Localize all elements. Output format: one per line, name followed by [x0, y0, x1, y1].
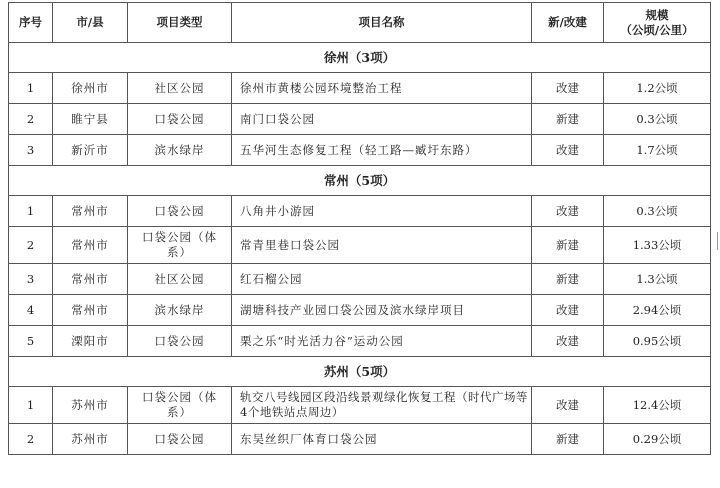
cell-seq: 3	[9, 264, 53, 295]
cell-build: 改建	[532, 295, 604, 326]
region-title: 常州（5项）	[9, 166, 711, 196]
cell-seq: 2	[9, 227, 53, 264]
cell-scale: 0.3公顷	[604, 104, 711, 135]
header-scale	[604, 3, 711, 43]
cell-city: 睢宁县	[53, 104, 128, 135]
cell-scale: 0.3公顷	[604, 196, 711, 227]
header-city: 市/县	[53, 3, 128, 43]
cell-scale: 12.4公顷	[604, 387, 711, 424]
cell-scale: 1.33公顷	[604, 227, 711, 264]
table-row	[9, 104, 711, 135]
header-scale-line1: 规模	[645, 7, 669, 22]
cell-city: 徐州市	[53, 73, 128, 104]
cell-type: 社区公园	[128, 264, 232, 295]
table-row	[9, 295, 711, 326]
cell-city: 常州市	[53, 295, 128, 326]
cell-name: 南门口袋公园	[232, 104, 532, 135]
header-seq: 序号	[9, 3, 53, 43]
cell-seq: 1	[9, 387, 53, 424]
table-row	[9, 326, 711, 357]
cell-name: 常青里巷口袋公园	[232, 227, 532, 264]
cell-type: 口袋公园（体系）	[128, 227, 232, 264]
cell-build: 改建	[532, 135, 604, 166]
header-type: 项目类型	[128, 3, 232, 43]
cell-seq: 3	[9, 135, 53, 166]
cell-scale: 0.95公顷	[604, 326, 711, 357]
table-row	[9, 135, 711, 166]
cell-seq: 5	[9, 326, 53, 357]
cell-city: 溧阳市	[53, 326, 128, 357]
cell-build: 改建	[532, 196, 604, 227]
cell-type: 口袋公园	[128, 104, 232, 135]
park-projects-table	[8, 2, 711, 455]
cell-name: 东吴丝织厂体育口袋公园	[232, 424, 532, 455]
cell-type: 口袋公园（体系）	[128, 387, 232, 424]
cell-scale: 0.29公顷	[604, 424, 711, 455]
cell-seq: 4	[9, 295, 53, 326]
cell-seq: 2	[9, 104, 53, 135]
table-row	[9, 264, 711, 295]
cell-name: 栗之乐“时光活力谷”运动公园	[232, 326, 532, 357]
header-name: 项目名称	[232, 3, 532, 43]
cell-type: 口袋公园	[128, 424, 232, 455]
cell-build: 新建	[532, 104, 604, 135]
header-scale-line2: （公顷/公里）	[620, 22, 694, 37]
table-row	[9, 73, 711, 104]
region-row-changzhou	[9, 166, 711, 196]
cell-name: 湖塘科技产业园口袋公园及滨水绿岸项目	[232, 295, 532, 326]
region-row-suzhou	[9, 357, 711, 387]
header-build: 新/改建	[532, 3, 604, 43]
table-row	[9, 227, 711, 264]
cell-build: 新建	[532, 424, 604, 455]
cell-build: 新建	[532, 264, 604, 295]
header-row	[9, 3, 711, 43]
region-title: 苏州（5项）	[9, 357, 711, 387]
cell-city: 常州市	[53, 227, 128, 264]
cell-seq: 2	[9, 424, 53, 455]
table-row	[9, 424, 711, 455]
cell-city: 苏州市	[53, 424, 128, 455]
cell-type: 口袋公园	[128, 326, 232, 357]
table-row	[9, 196, 711, 227]
cell-seq: 1	[9, 196, 53, 227]
cell-type: 社区公园	[128, 73, 232, 104]
cell-name: 轨交八号线园区段沿线景观绿化恢复工程（时代广场等4个地铁站点周边）	[232, 387, 532, 424]
cell-type: 滨水绿岸	[128, 295, 232, 326]
cell-scale: 1.3公顷	[604, 264, 711, 295]
cell-seq: 1	[9, 73, 53, 104]
cell-name: 八角井小游园	[232, 196, 532, 227]
cell-city: 常州市	[53, 196, 128, 227]
cell-scale: 2.94公顷	[604, 295, 711, 326]
cell-type: 口袋公园	[128, 196, 232, 227]
region-row-xuzhou	[9, 43, 711, 73]
cell-build: 改建	[532, 387, 604, 424]
cell-build: 改建	[532, 326, 604, 357]
region-title: 徐州（3项）	[9, 43, 711, 73]
cell-city: 新沂市	[53, 135, 128, 166]
cell-build: 新建	[532, 227, 604, 264]
cell-type: 滨水绿岸	[128, 135, 232, 166]
table-row	[9, 387, 711, 424]
cell-name: 红石榴公园	[232, 264, 532, 295]
cell-city: 苏州市	[53, 387, 128, 424]
cell-scale: 1.7公顷	[604, 135, 711, 166]
cell-name: 五华河生态修复工程（轻工路—臧圩东路）	[232, 135, 532, 166]
cell-scale: 1.2公顷	[604, 73, 711, 104]
cell-build: 改建	[532, 73, 604, 104]
cell-city: 常州市	[53, 264, 128, 295]
page-edge-mark	[717, 232, 718, 250]
cell-name: 徐州市黄楼公园环境整治工程	[232, 73, 532, 104]
